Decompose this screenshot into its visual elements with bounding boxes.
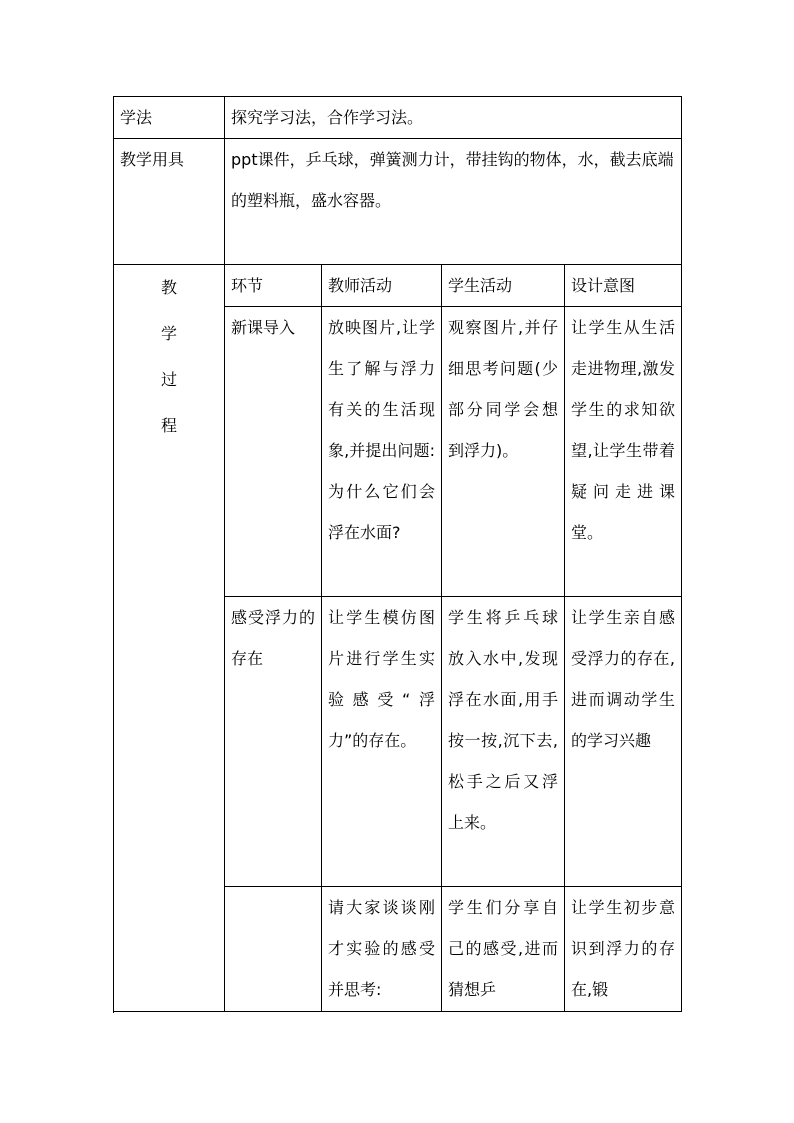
xuefa-value: 探究学习法，合作学习法。 — [225, 97, 682, 139]
header-teacher: 教师活动 — [322, 265, 442, 307]
stage-cell: 新课导入 — [225, 307, 322, 597]
lesson-plan-table — [113, 96, 682, 1012]
header-intent: 设计意图 — [565, 265, 682, 307]
process-side-label — [114, 265, 225, 1012]
side-char-3: 过 — [160, 370, 177, 389]
side-char-4: 程 — [160, 416, 177, 435]
header-student: 学生活动 — [442, 265, 565, 307]
student-activity-cell: 观察图片,并仔细思考问题(少部分同学会想到浮力)。 — [442, 307, 565, 597]
row-xuefa — [114, 97, 682, 139]
side-char-1: 教 — [160, 278, 177, 297]
design-intent-cell: 让学生从生活走进物理,激发学生的求知欲望,让学生带着疑问走进课堂。 — [565, 307, 682, 597]
jiaoxue-yongju-label: 教学用具 — [114, 139, 225, 265]
stage-cell-empty — [225, 887, 322, 1012]
student-activity-cell: 学生们分享自己的感受,进而猜想乒 — [442, 887, 565, 1012]
design-intent-cell: 让学生初步意识到浮力的存在,锻 — [565, 887, 682, 1012]
stage-cell: 感受浮力的存在 — [225, 597, 322, 887]
process-header-row — [114, 265, 682, 307]
header-stage: 环节 — [225, 265, 322, 307]
jiaoxue-yongju-value: ppt课件，乒乓球，弹簧测力计，带挂钩的物体，水，截去底端的塑料瓶，盛水容器。 — [225, 139, 682, 265]
teacher-activity-cell: 放映图片,让学生了解与浮力有关的生活现象,并提出问题: 为什么它们会浮在水面? — [322, 307, 442, 597]
row-jiaoxue-yongju — [114, 139, 682, 265]
teacher-activity-cell: 让学生模仿图片进行学生实验感受“浮力”的存在。 — [322, 597, 442, 887]
teacher-activity-cell: 请大家谈谈刚才实验的感受并思考: — [322, 887, 442, 1012]
student-activity-cell: 学生将乒乓球放入水中,发现浮在水面,用手按一按,沉下去,松手之后又浮上来。 — [442, 597, 565, 887]
xuefa-label: 学法 — [114, 97, 225, 139]
side-char-2: 学 — [160, 324, 177, 343]
design-intent-cell: 让学生亲自感受浮力的存在,进而调动学生的学习兴趣 — [565, 597, 682, 887]
